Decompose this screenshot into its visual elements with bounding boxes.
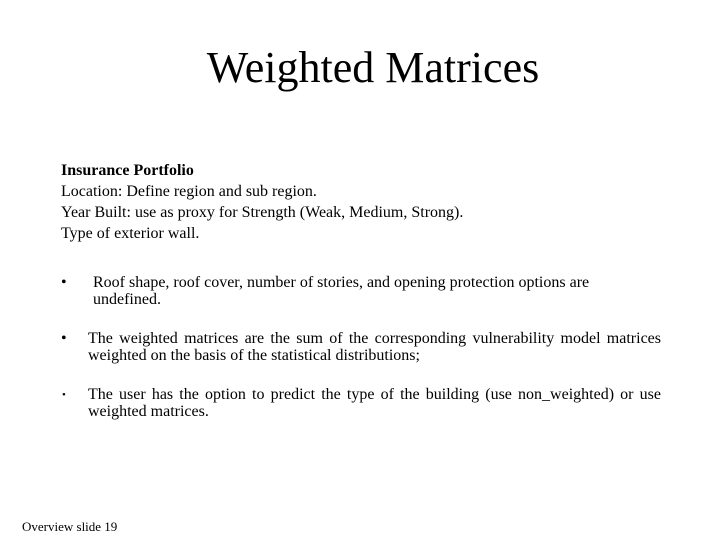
bullet-list [61, 274, 661, 420]
bullet-item [61, 330, 661, 364]
bullet-item [61, 386, 661, 420]
bullet-text: The user has the option to predict the type of the building (use non_weighted) or use weighted matrices. [88, 386, 661, 420]
intro-block [61, 160, 681, 244]
bullet-marker: • [61, 274, 67, 291]
intro-heading: Insurance Portfolio [61, 162, 194, 179]
bullet-text: Roof shape, roof cover, number of stories, and opening protection options are undefined. [93, 274, 590, 308]
bullet-item [61, 274, 661, 308]
intro-line-year-built: Year Built: use as proxy for Strength (Weak, Medium, Strong). [61, 204, 464, 221]
intro-line-exterior-wall: Type of exterior wall. [61, 225, 200, 242]
bullet-marker: • [62, 389, 66, 401]
bullet-text: The weighted matrices are the sum of the corresponding vulnerability model matrices weighted on the basis of the statistical distributions; [88, 330, 661, 364]
slide-title: Weighted Matrices [206, 43, 540, 92]
intro-line-location: Location: Define region and sub region. [61, 183, 317, 200]
bullet-marker: • [61, 330, 67, 347]
slide-footer: Overview slide 19 [22, 519, 118, 534]
